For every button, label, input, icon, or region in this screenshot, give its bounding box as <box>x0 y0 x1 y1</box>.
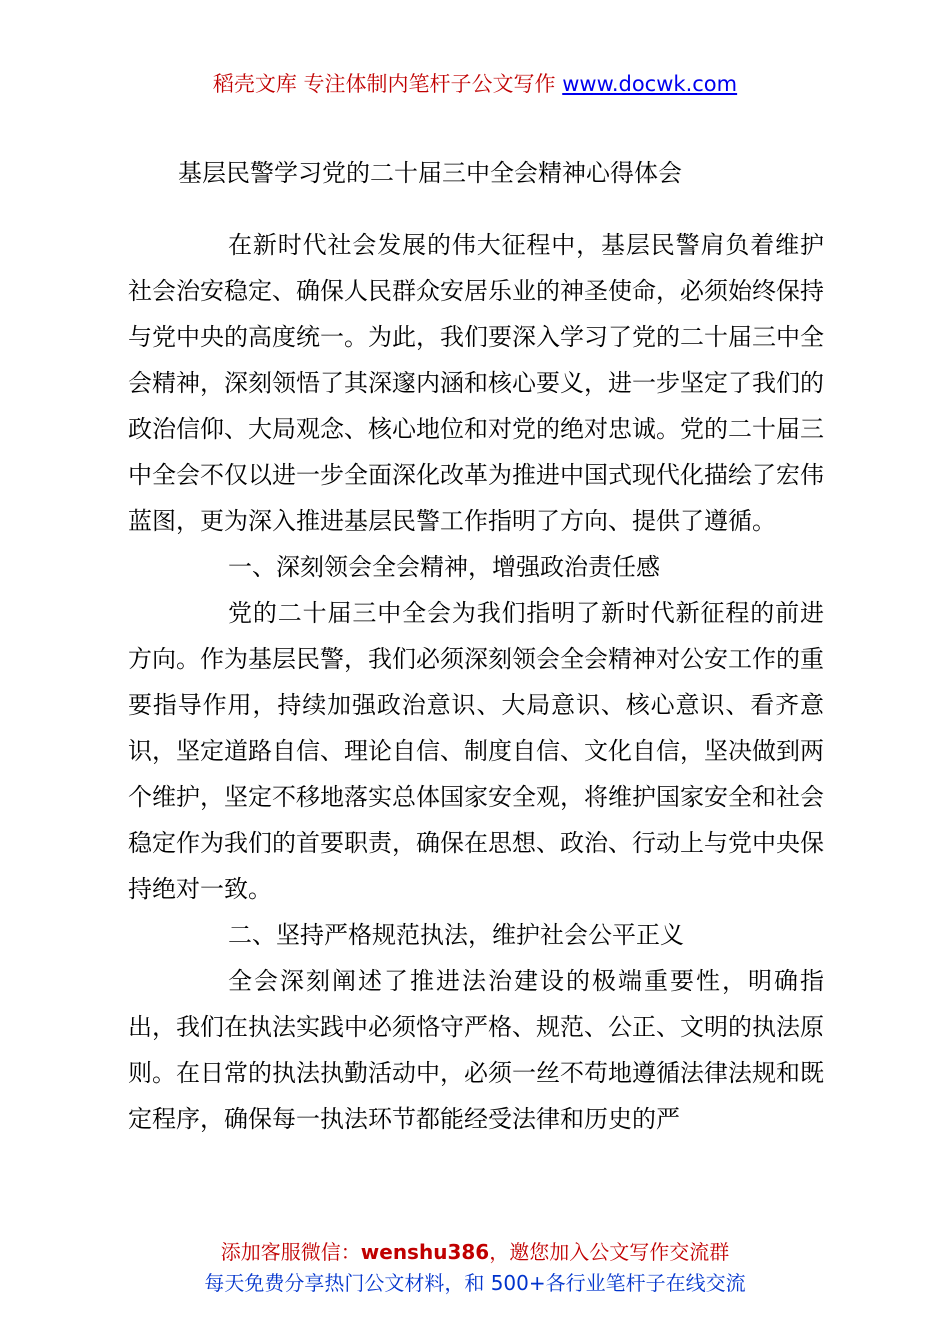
footer-line-1 <box>0 1237 950 1268</box>
header-brand-text: 稻壳文库 专注体制内笔杆子公文写作 <box>212 72 563 96</box>
section-1-paragraph: 党的二十届三中全会为我们指明了新时代新征程的前进方向。作为基层民警，我们必须深刻领会全会精神对公安工作的重要指导作用，持续加强政治意识、大局意识、核心意识、看齐意识，坚定道路自信、理论自信、制度自信、文化自信，坚决做到两个维护，坚定不移地落实总体国家安全观，将维护国家安全和社会稳定作为我们的首要职责，确保在思想、政治、行动上与党中央保持绝对一致。 <box>128 599 824 903</box>
footer-wechat-id: wenshu386 <box>360 1240 490 1264</box>
footer-line-2: 每天免费分享热门公文材料，和 500+各行业笔杆子在线交流 <box>204 1271 746 1295</box>
section-2-paragraph: 全会深刻阐述了推进法治建设的极端重要性，明确指出，我们在执法实践中必须恪守严格、规范、公正、文明的执法原则。在日常的执法执勤活动中，必须一丝不苟地遵循法律法规和既定程序，确保每一执法环节都能经受法律和历史的严 <box>128 967 824 1133</box>
header-website-link[interactable]: www.docwk.com <box>562 72 738 96</box>
footer-wechat-suffix: ，邀您加入公文写作交流群 <box>489 1240 730 1264</box>
footer-wechat-prefix: 添加客服微信： <box>220 1240 361 1264</box>
document-title: 基层民警学习党的二十届三中全会精神心得体会 <box>178 159 682 187</box>
section-1-heading: 一、深刻领会全会精神，增强政治责任感 <box>228 553 660 581</box>
document-body <box>128 222 824 1142</box>
page-footer <box>0 1237 950 1299</box>
intro-paragraph: 在新时代社会发展的伟大征程中，基层民警肩负着维护社会治安稳定、确保人民群众安居乐业的神圣使命，必须始终保持与党中央的高度统一。为此，我们要深入学习了党的二十届三中全会精神，深刻领悟了其深邃内涵和核心要义，进一步坚定了我们的政治信仰、大局观念、核心地位和对党的绝对忠诚。党的二十届三中全会不仅以进一步全面深化改革为推进中国式现代化描绘了宏伟蓝图，更为深入推进基层民警工作指明了方向、提供了遵循。 <box>128 231 824 535</box>
page-header <box>0 68 950 100</box>
section-2-heading: 二、坚持严格规范执法，维护社会公平正义 <box>228 921 684 949</box>
